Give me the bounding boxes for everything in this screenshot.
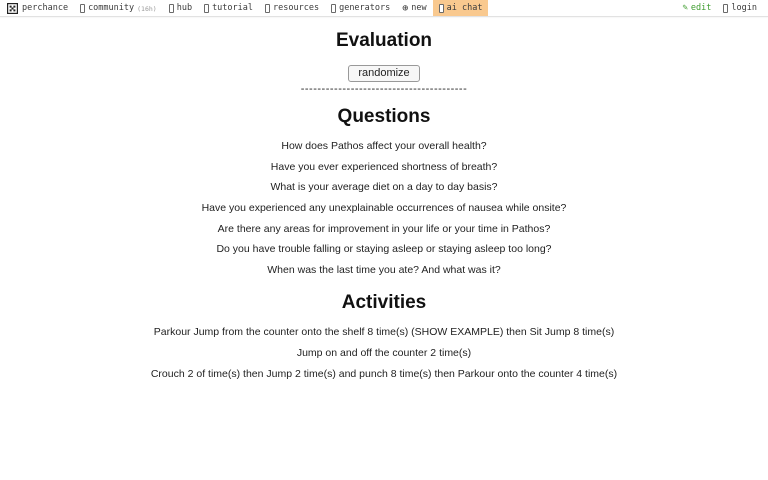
- activity-item: Crouch 2 of time(s) then Jump 2 time(s) and punch 8 time(s) then Parkour onto the counter 4 time(s): [150, 367, 618, 380]
- nav-item-perchance-home[interactable]: [5, 0, 74, 16]
- question-item: Do you have trouble falling or staying asleep or staying asleep too long?: [216, 243, 552, 256]
- ai-chat-label: ai chat: [446, 3, 483, 13]
- plus-icon: ⊕: [402, 2, 409, 14]
- ai-chat-icon: [439, 4, 444, 13]
- perchance-logo-icon: [7, 3, 18, 14]
- question-item: What is your average diet on a day to day basis?: [270, 181, 498, 194]
- questions-heading: Questions: [337, 106, 431, 128]
- community-time-badge: (16h): [137, 5, 157, 13]
- top-navbar: [0, 0, 768, 17]
- navbar-right-group: [677, 0, 764, 16]
- community-label: community: [88, 3, 135, 13]
- new-label: new: [411, 3, 427, 13]
- hub-icon: [169, 4, 174, 13]
- nav-item-resources[interactable]: [259, 0, 325, 16]
- nav-item-hub[interactable]: [163, 0, 198, 16]
- edit-label: edit: [690, 3, 712, 13]
- question-item: How does Pathos affect your overall health?: [281, 140, 487, 153]
- brand-label: perchance: [22, 3, 69, 13]
- activity-item: Parkour Jump from the counter onto the shelf 8 time(s) (SHOW EXAMPLE) then Sit Jump 8 time(s): [153, 326, 615, 339]
- generators-icon: [331, 4, 336, 13]
- activity-item: Jump on and off the counter 2 time(s): [296, 346, 472, 359]
- hub-label: hub: [176, 3, 193, 13]
- pencil-icon: ✎: [682, 3, 688, 13]
- tutorial-label: tutorial: [212, 3, 254, 13]
- resources-label: resources: [273, 3, 320, 13]
- generator-output-area: [0, 30, 768, 380]
- login-icon: [723, 4, 728, 13]
- randomize-button-row: [0, 63, 768, 82]
- question-item: Have you ever experienced shortness of breath?: [270, 160, 498, 173]
- dashed-divider: ----------------------------------------: [300, 83, 468, 95]
- community-icon: [80, 4, 85, 13]
- tutorial-icon: [204, 4, 209, 13]
- randomize-button[interactable]: randomize: [348, 65, 419, 82]
- login-label: login: [731, 3, 757, 13]
- nav-item-tutorial[interactable]: [198, 0, 259, 16]
- nav-item-community[interactable]: [74, 0, 163, 16]
- nav-item-ai-chat[interactable]: [433, 0, 489, 16]
- edit-button[interactable]: [677, 0, 718, 16]
- page-title: Evaluation: [335, 30, 433, 51]
- nav-item-new[interactable]: [396, 0, 432, 16]
- question-item: Have you experienced any unexplainable occurrences of nausea while onsite?: [201, 201, 567, 214]
- navbar-left-group: [5, 0, 488, 16]
- resources-icon: [265, 4, 270, 13]
- nav-item-generators[interactable]: [325, 0, 396, 16]
- question-item: When was the last time you ate? And what was it?: [267, 263, 501, 276]
- generators-label: generators: [339, 3, 391, 13]
- login-button[interactable]: [717, 0, 763, 16]
- activities-heading: Activities: [341, 292, 427, 314]
- question-item: Are there any areas for improvement in your life or your time in Pathos?: [217, 222, 551, 235]
